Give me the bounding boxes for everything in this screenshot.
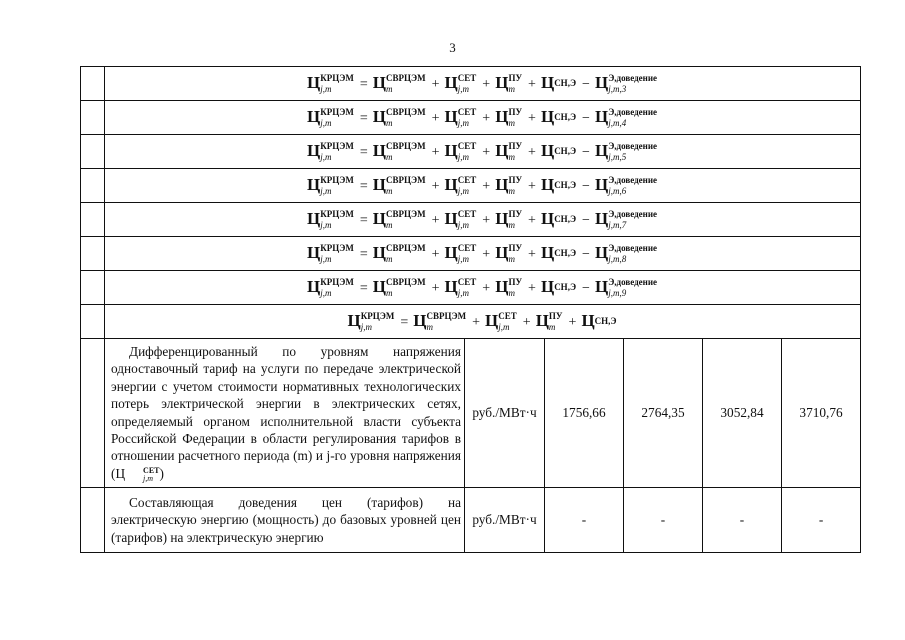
term-subscript: m [386,186,393,197]
operator: − [582,212,590,228]
term-subscript: j,m [457,152,470,163]
term-subscript: j,m,6 [608,186,627,197]
term-subscript: j,m [457,84,470,95]
term-subscript: m [508,118,515,129]
term-superscript: СВРЦЭМ [386,107,426,118]
term-superscript: СН,Э [554,281,577,292]
price-symbol: Ц [495,242,509,262]
price-symbol: Ц [307,242,321,262]
blank-cell [81,169,105,203]
term-superscript: ПУ [508,73,523,84]
operator: = [359,246,368,262]
price-symbol: Ц [495,208,509,228]
term-superscript: СЕТ [498,311,517,322]
term-subscript: j,m [457,288,470,299]
price-symbol: Ц [307,276,321,296]
term-superscript: Э,доведение [608,209,658,220]
tariff-table [80,66,861,553]
operator: = [359,212,368,228]
term-subscript: j,m [320,254,332,265]
formula-cell [105,203,861,237]
price-symbol: Ц [540,242,555,262]
price-symbol: Ц [444,174,458,194]
formula-row [81,305,861,339]
operator: + [568,314,577,330]
term-superscript: СЕТ [457,73,477,84]
term-subscript: j,m [457,186,470,197]
term-subscript: m [386,220,393,231]
operator: − [582,144,590,160]
term-superscript: Э,доведение [608,175,658,186]
term-subscript: j,m,9 [608,288,627,299]
term-subscript: m [508,288,515,299]
blank-cell [81,487,105,552]
price-symbol: Ц [594,72,609,92]
price-symbol: Ц [372,276,387,296]
blank-cell [81,305,105,339]
price-symbol: Ц [444,106,458,126]
price-symbol: Ц [594,208,609,228]
formula-cell [105,101,861,135]
term-superscript: Э,доведение [608,73,658,84]
row-value: 3052,84 [703,339,782,488]
price-symbol: Ц [444,276,458,296]
term-subscript: j,m,8 [608,254,627,265]
formula-cell [105,67,861,101]
term-superscript: СН,Э [554,247,577,258]
price-symbol: Ц [307,106,321,126]
operator: + [431,76,440,92]
operator: + [431,110,440,126]
operator: + [431,212,440,228]
term-subscript: j,m [360,322,372,333]
formula-cell [105,305,861,339]
blank-cell [81,67,105,101]
price-symbol: Ц [594,276,609,296]
price-symbol: Ц [594,242,609,262]
term-superscript: СЕТ [457,107,477,118]
operator: + [528,110,536,126]
price-symbol: Ц [540,174,555,194]
price-symbol: Ц [495,106,509,126]
term-superscript: ПУ [508,209,523,220]
term-superscript: КРЦЭМ [320,277,354,288]
term-subscript: m [548,322,556,333]
term-superscript: СН,Э [554,77,577,88]
row-value: - [624,487,703,552]
term-subscript: j,m [498,322,510,333]
term-subscript: j,m,3 [608,84,627,95]
operator: = [400,314,409,330]
operator: + [482,110,491,126]
operator: + [472,314,481,330]
term-subscript: m [386,84,393,95]
price-symbol: Ц [372,242,387,262]
operator: + [431,246,440,262]
price-symbol: Ц [535,310,549,330]
term-superscript: СВРЦЭМ [386,73,426,84]
term-superscript: СН,Э [554,213,577,224]
price-symbol: Ц [372,174,387,194]
row-description: Дифференцированный по уровням напряжения одноставочный тариф на услуги по передаче электрической энергии с учетом стоимости нормативных технологических потерь электрической энергии в электрических сетях, определяемый органом исполнительной власти субъекта Российской Федерации в области регулирования тарифов в отношении расчетного периода (m) и j-го уровня напряжения (Ц СЕТ j,m ) [105,339,465,488]
operator: + [528,246,536,262]
formula-cell [105,169,861,203]
formula-row [81,135,861,169]
operator: + [482,280,491,296]
formula-row [81,101,861,135]
operator: + [482,178,491,194]
row-value: 1756,66 [545,339,624,488]
price-symbol: Ц [495,140,509,160]
term-subscript: m [386,152,393,163]
price-symbol: Ц [581,310,595,330]
operator: = [359,178,368,194]
term-superscript: КРЦЭМ [320,175,354,186]
term-subscript: j,m,4 [608,118,627,129]
term-superscript: Э,доведение [608,243,658,254]
price-symbol: Ц [540,208,555,228]
operator: + [431,144,440,160]
term-subscript: j,m,7 [608,220,627,231]
row-value: 2764,35 [624,339,703,488]
term-subscript: j,m [457,220,470,231]
blank-cell [81,237,105,271]
term-subscript: j,m [320,152,332,163]
price-symbol: Ц [540,140,555,160]
price-symbol: Ц [307,174,321,194]
term-superscript: Э,доведение [608,141,658,152]
term-subscript: j,m [320,220,332,231]
term-superscript: СВРЦЭМ [386,243,426,254]
price-symbol: Ц [307,72,321,92]
term-superscript: СН,Э [554,111,577,122]
price-symbol: Ц [444,242,458,262]
term-subscript: j,m,5 [608,152,627,163]
formula-row [81,237,861,271]
term-superscript: СЕТ [457,243,477,254]
operator: = [359,144,368,160]
operator: − [582,178,590,194]
term-superscript: СВРЦЭМ [426,311,467,322]
operator: + [528,280,536,296]
operator: = [359,280,368,296]
operator: + [528,144,536,160]
term-superscript: КРЦЭМ [320,107,354,118]
price-symbol: Ц [444,72,458,92]
term-subscript: j,m [320,84,332,95]
term-subscript: m [508,84,515,95]
price-symbol: Ц [444,208,458,228]
formula-cell [105,135,861,169]
term-subscript: j,m [457,118,470,129]
price-symbol: Ц [594,106,609,126]
row-description: Составляющая доведения цен (тарифов) на электрическую энергию (мощность) до базовых уровней цен (тарифов) на электрическую энергию [105,487,465,552]
term-superscript: СН,Э [554,145,577,156]
blank-cell [81,271,105,305]
table-row [81,339,861,488]
term-superscript: СН,Э [594,315,617,326]
price-symbol: Ц [540,72,555,92]
row-value: - [545,487,624,552]
operator: = [359,110,368,126]
term-superscript: Э,доведение [608,277,658,288]
price-symbol: Ц [307,208,321,228]
term-superscript: СЕТ [457,277,477,288]
formula-row [81,203,861,237]
price-symbol: Ц [372,208,387,228]
operator: + [528,212,536,228]
blank-cell [81,135,105,169]
term-subscript: m [508,254,515,265]
term-subscript: m [386,254,393,265]
table-row [81,487,861,552]
row-value: - [782,487,861,552]
operator: − [582,280,590,296]
term-superscript: СВРЦЭМ [386,209,426,220]
term-superscript: ПУ [508,107,523,118]
price-symbol: Ц [495,276,509,296]
term-superscript: СВРЦЭМ [386,175,426,186]
term-superscript: СЕТ [457,175,477,186]
blank-cell [81,203,105,237]
price-symbol: Ц [413,310,427,330]
term-superscript: ПУ [508,175,523,186]
operator: + [431,178,440,194]
term-superscript: КРЦЭМ [320,141,354,152]
operator: + [482,76,491,92]
tariff-symbol: Ц СЕТ j,m [115,465,160,483]
term-superscript: ПУ [508,141,523,152]
term-superscript: КРЦЭМ [320,209,354,220]
term-superscript: СН,Э [554,179,577,190]
price-symbol: Ц [485,310,499,330]
price-symbol: Ц [495,174,509,194]
term-superscript: СЕТ [457,209,477,220]
formula-rows [81,67,861,339]
price-symbol: Ц [540,106,555,126]
term-subscript: j,m [320,288,332,299]
price-symbol: Ц [347,310,361,330]
price-symbol: Ц [495,72,509,92]
term-subscript: m [508,220,515,231]
term-superscript: ПУ [548,311,563,322]
row-value: 3710,76 [782,339,861,488]
term-superscript: СВРЦЭМ [386,141,426,152]
price-symbol: Ц [540,276,555,296]
price-symbol: Ц [594,140,609,160]
term-superscript: ПУ [508,243,523,254]
operator: + [482,246,491,262]
price-symbol: Ц [444,140,458,160]
price-symbol: Ц [372,72,387,92]
term-superscript: СВРЦЭМ [386,277,426,288]
term-superscript: КРЦЭМ [360,311,395,322]
operator: + [528,76,536,92]
price-symbol: Ц [372,140,387,160]
term-subscript: j,m [457,254,470,265]
row-unit: руб./МВт·ч [465,487,545,552]
row-unit: руб./МВт·ч [465,339,545,488]
term-subscript: m [508,186,515,197]
operator: = [359,76,368,92]
formula-row [81,271,861,305]
formula-cell [105,237,861,271]
formula-row [81,67,861,101]
price-symbol: Ц [594,174,609,194]
term-superscript: Э,доведение [608,107,658,118]
operator: − [582,246,590,262]
term-superscript: ПУ [508,277,523,288]
operator: + [522,314,531,330]
term-subscript: m [508,152,515,163]
operator: + [528,178,536,194]
price-symbol: Ц [372,106,387,126]
operator: − [582,110,590,126]
blank-cell [81,339,105,488]
term-superscript: СЕТ [457,141,477,152]
formula-row [81,169,861,203]
operator: + [482,212,491,228]
blank-cell [81,101,105,135]
term-subscript: m [386,288,393,299]
term-superscript: КРЦЭМ [320,73,354,84]
operator: − [582,76,590,92]
term-superscript: КРЦЭМ [320,243,354,254]
term-subscript: j,m [320,118,332,129]
operator: + [482,144,491,160]
page-number: 3 [449,40,456,55]
term-subscript: m [426,322,434,333]
row-value: - [703,487,782,552]
term-subscript: m [386,118,393,129]
term-subscript: j,m [320,186,332,197]
operator: + [431,280,440,296]
formula-cell [105,271,861,305]
price-symbol: Ц [307,140,321,160]
